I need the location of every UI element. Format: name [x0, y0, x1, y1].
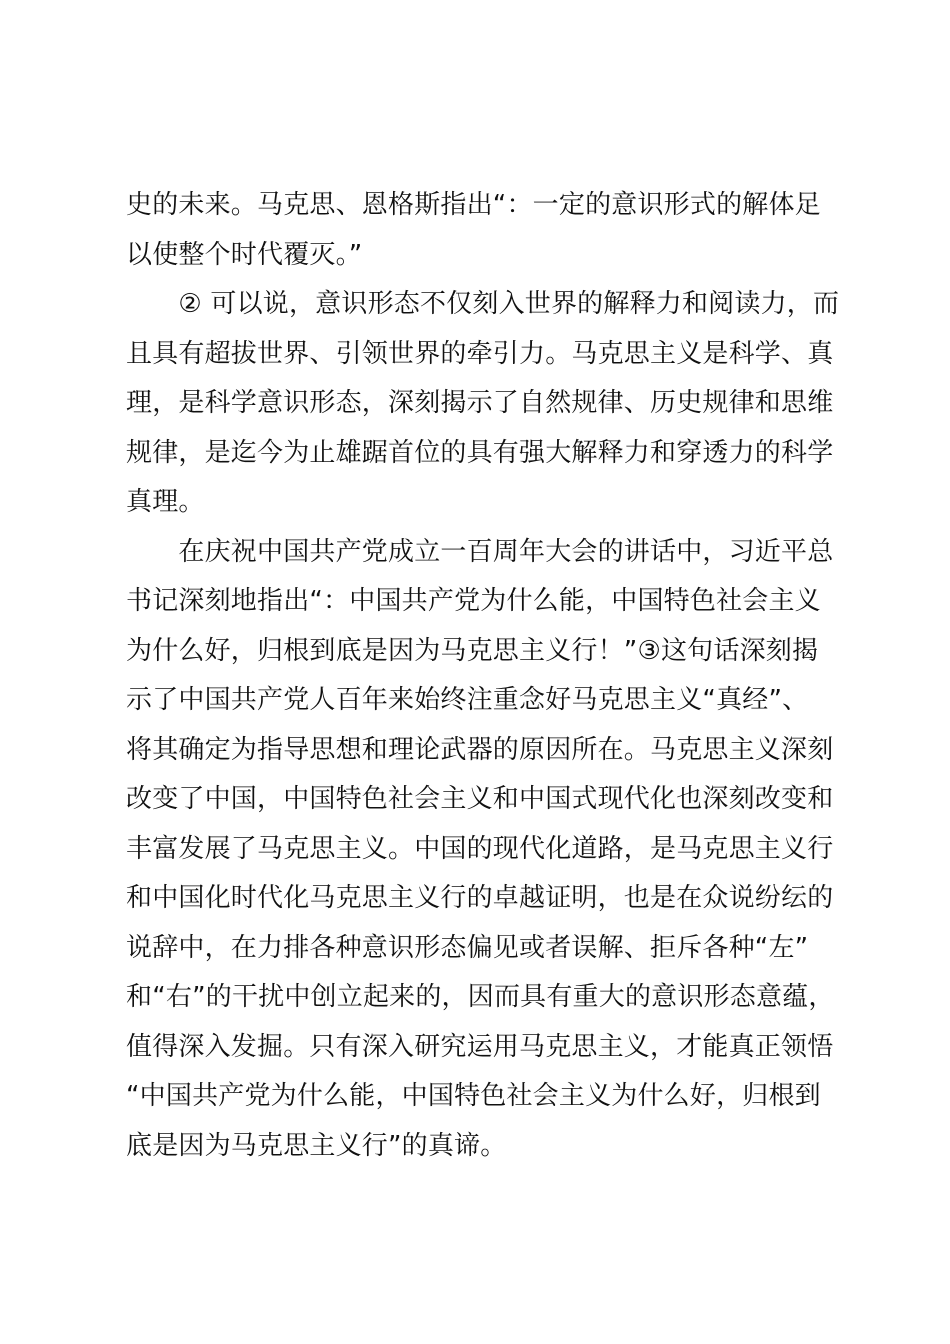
- text-line: 底是因为马克思主义行”的真谛。: [126, 1130, 507, 1161]
- text-line: 值得深入发掘。只有深入研究运用马克思主义，才能真正领悟: [126, 1031, 834, 1062]
- text-line: 且具有超拔世界、引领世界的牵引力。马克思主义是科学、真: [126, 338, 834, 369]
- document-body: [126, 181, 840, 1171]
- text-line: 以使整个时代覆灭。”: [126, 239, 363, 270]
- text-line: 理，是科学意识形态，深刻揭示了自然规律、历史规律和思维: [126, 388, 834, 418]
- text-line: 将其确定为指导思想和理论武器的原因所在。马克思主义深刻: [126, 734, 834, 765]
- text-line: 书记深刻地指出“：中国共产党为什么能，中国特色社会主义: [126, 586, 821, 616]
- text-line: 和中国化时代化马克思主义行的卓越证明，也是在众说纷纭的: [126, 883, 834, 913]
- text-line: “中国共产党为什么能，中国特色社会主义为什么好，归根到: [126, 1081, 821, 1111]
- text-line: 在庆祝中国共产党成立一百周年大会的讲话中，习近平总: [126, 536, 834, 567]
- text-line: 丰富发展了马克思主义。中国的现代化道路，是马克思主义行: [126, 833, 834, 864]
- text-line: 和“右”的干扰中创立起来的，因而具有重大的意识形态意蕴，: [126, 982, 835, 1012]
- text-line: 规律，是迄今为止雄踞首位的具有强大解释力和穿透力的科学: [126, 437, 834, 468]
- text-line: 示了中国共产党人百年来始终注重念好马克思主义“真经”、: [126, 685, 809, 715]
- text-line: 说辞中，在力排各种意识形态偏见或者误解、拒斥各种“左”: [126, 932, 809, 963]
- text-line: ② 可以说，意识形态不仅刻入世界的解释力和阅读力，而: [126, 289, 840, 319]
- text-line: 真理。: [126, 487, 205, 517]
- text-line: 为什么好，归根到底是因为马克思主义行！”③这句话深刻揭: [126, 635, 819, 666]
- text-line: 史的未来。马克思、恩格斯指出“：一定的意识形式的解体足: [126, 190, 821, 220]
- text-line: 改变了中国，中国特色社会主义和中国式现代化也深刻改变和: [126, 784, 834, 814]
